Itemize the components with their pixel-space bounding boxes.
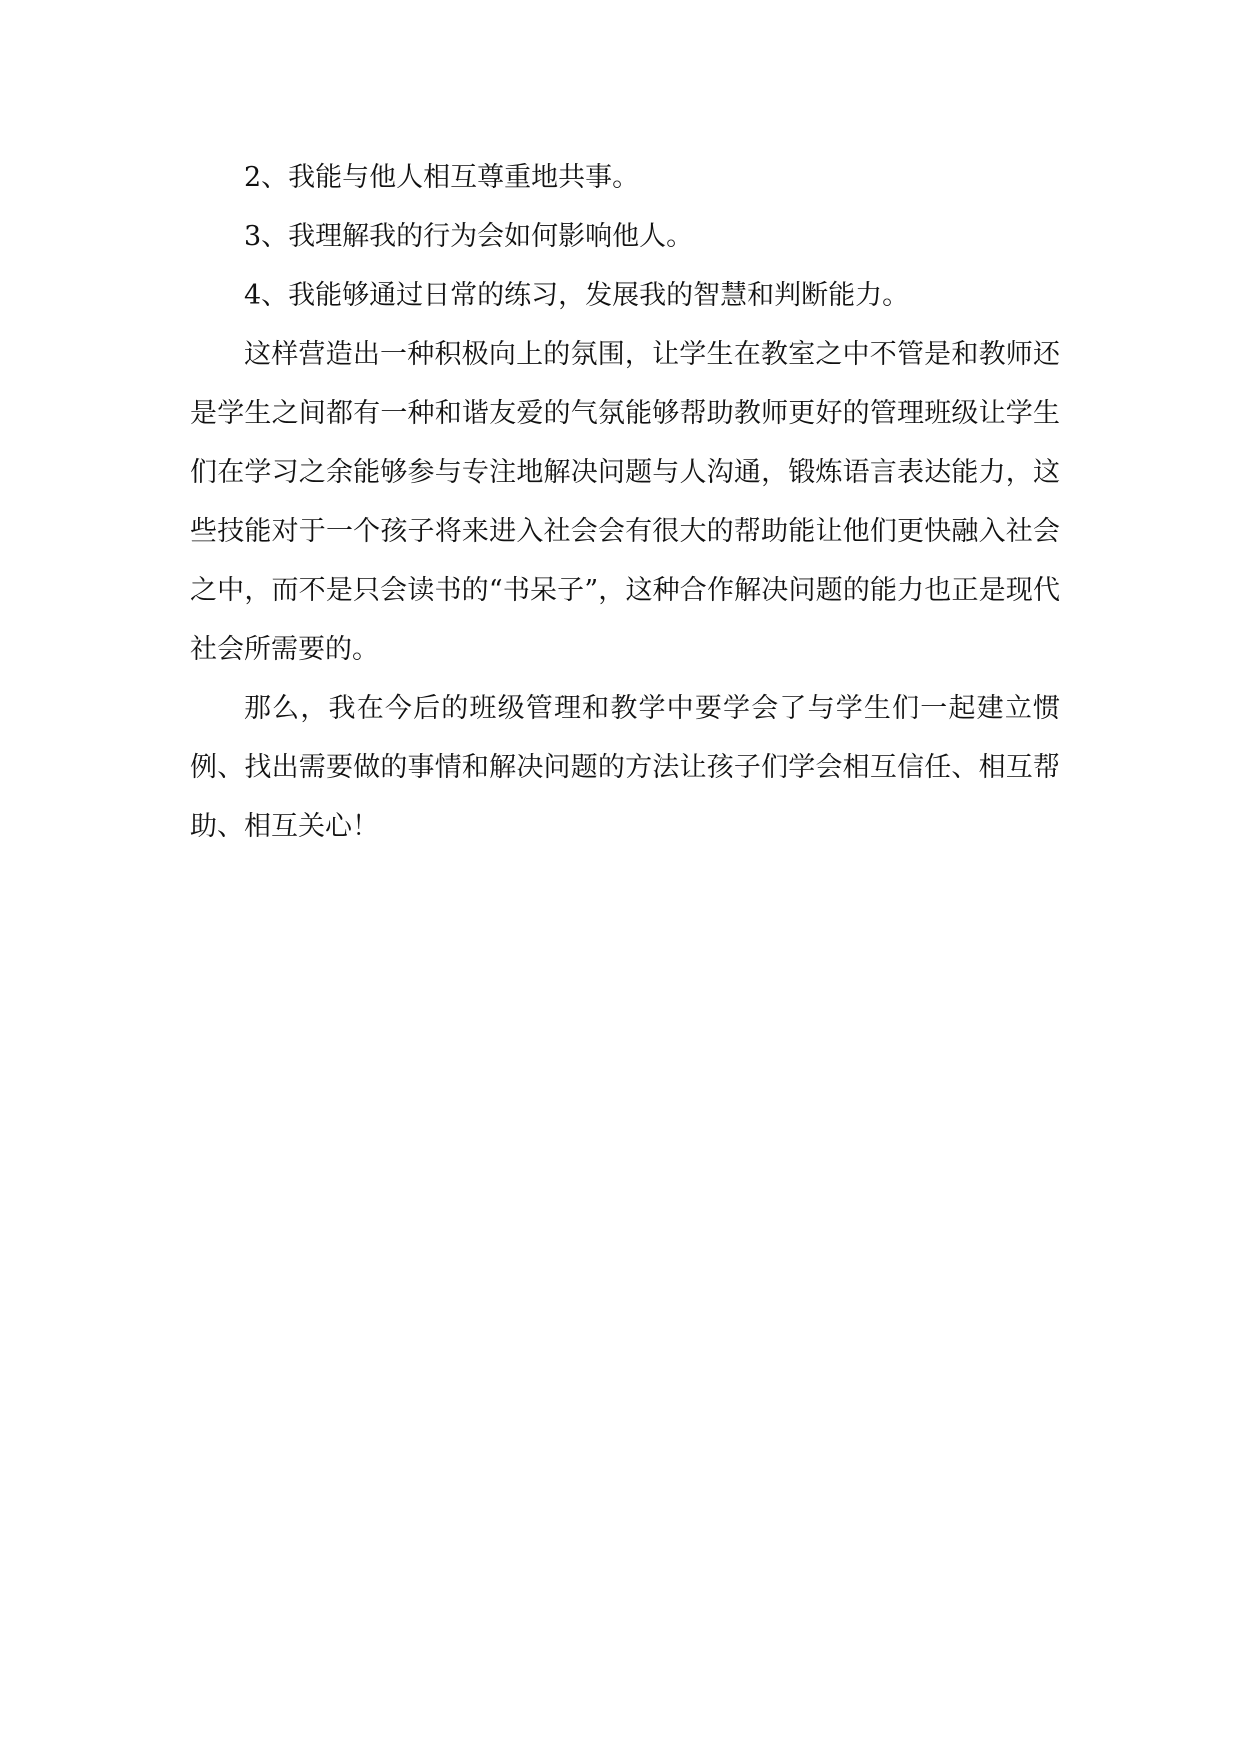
list-item: 2、我能与他人相互尊重地共事。: [244, 162, 640, 193]
document-body: [190, 148, 1060, 856]
paragraph-conclusion: 那么，我在今后的班级管理和教学中要学会了与学生们一起建立惯例、找出需要做的事情和解决问题的方法让孩子们学会相互信任、相互帮助、相互关心！: [190, 693, 1060, 842]
paragraph-atmosphere: 这样营造出一种积极向上的氛围，让学生在教室之中不管是和教师还是学生之间都有一种和谐友爱的气氛能够帮助教师更好的管理班级让学生们在学习之余能够参与专注地解决问题与人沟通，锻炼语言表达能力，这些技能对于一个孩子将来进入社会会有很大的帮助能让他们更快融入社会之中，而不是只会读书的“书呆子”，这种合作解决问题的能力也正是现代社会所需要的。: [190, 339, 1060, 665]
list-item: 3、我理解我的行为会如何影响他人。: [244, 221, 694, 252]
list-item: 4、我能够通过日常的练习，发展我的智慧和判断能力。: [244, 280, 910, 311]
